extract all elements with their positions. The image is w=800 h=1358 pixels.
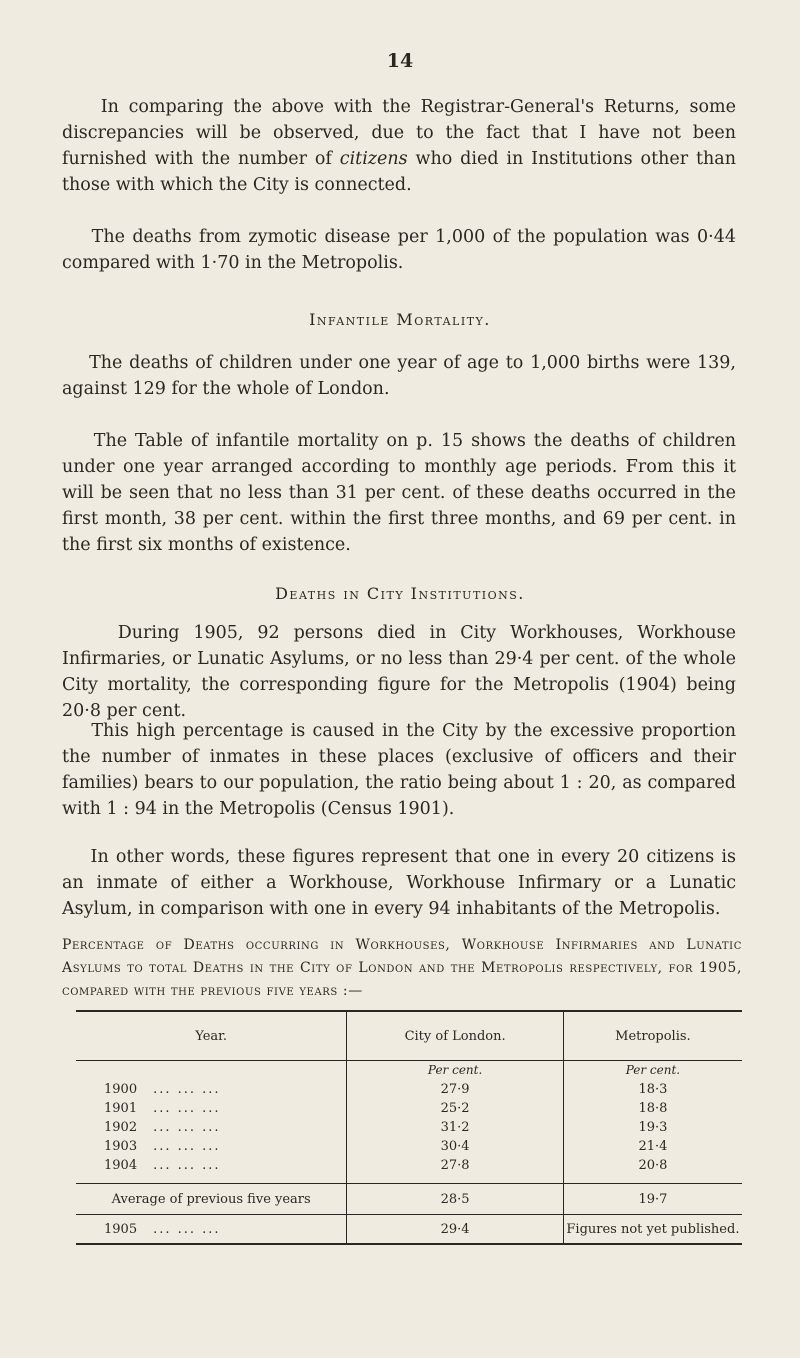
paragraph-infant-deaths-text: The deaths of children under one year of age to 1,000 births were 139, against 129 for the whole of London.: [62, 353, 736, 399]
leader-dots: ... ... ...: [153, 1139, 221, 1154]
row-city-value: 25·2: [347, 1099, 564, 1118]
paragraph-registrar-post: who died in Institutions other than those with which the City is connected.: [62, 149, 736, 195]
row-city-value: 27·8: [347, 1156, 564, 1175]
row-city-value: 31·2: [347, 1118, 564, 1137]
leader-dots: ... ... ...: [153, 1101, 221, 1116]
row-year: 1902: [104, 1120, 138, 1135]
paragraph-registrar-pre: In comparing the above with the Registrar-General's Returns, some discrepancies will be observed, due to the fact that I have not been furnished with the number of: [62, 97, 736, 169]
row-year: 1904: [104, 1158, 138, 1173]
current-metro-value: Figures not yet published.: [563, 1215, 742, 1245]
row-year: 1903: [104, 1139, 138, 1154]
paragraph-zymotic-text: The deaths from zymotic disease per 1,000 of the population was 0·44 compared with 1·70 in the Metropolis.: [62, 227, 736, 273]
header-city: City of London.: [347, 1011, 564, 1061]
paragraph-other-words-text: In other words, these figures represent that one in every 20 citizens is an inmate of either a Workhouse, Workhouse Infirmary or a Lunatic Asylum, in comparison with one in every 94 inhabitants of the Metropolis.: [62, 847, 736, 919]
paragraph-infant-deaths: [62, 350, 736, 402]
average-metro-value: 19·7: [563, 1184, 742, 1215]
row-metro-value: 20·8: [563, 1156, 742, 1175]
percentage-table: [76, 1010, 742, 1245]
current-city-value: 29·4: [347, 1215, 564, 1245]
average-row: [76, 1184, 742, 1215]
row-metro-value: 18·8: [563, 1099, 742, 1118]
current-year-row: [76, 1215, 742, 1245]
row-metro-value: 18·3: [563, 1080, 742, 1099]
table-caption: Percentage of Deaths occurring in Workhouses, Workhouse Infirmaries and Lunatic Asylums to total Deaths in the City of London and the Metropolis respectively, for 1905, compared with the previous five years :—: [62, 937, 742, 999]
row-city-value: 27·9: [347, 1080, 564, 1099]
row-year: 1901: [104, 1101, 138, 1116]
unit-row: [76, 1061, 742, 1081]
paragraph-infant-table: [62, 428, 736, 558]
emphasis-citizens: citizens: [339, 149, 408, 169]
header-year: Year.: [76, 1011, 347, 1061]
leader-dots: ... ... ...: [153, 1082, 221, 1097]
current-year: 1905: [104, 1221, 138, 1237]
paragraph-registrar: [62, 94, 736, 198]
table-row: [76, 1099, 742, 1118]
table-header-row: [76, 1011, 742, 1061]
paragraph-high-percentage-text: This high percentage is caused in the City by the excessive proportion the number of inmates in these places (exclusive of officers and their families) bears to our population, the ratio being about 1 : 20, as compared with 1 : 94 in the Metropolis (Census 1901).: [62, 721, 736, 819]
paragraph-other-words: [62, 844, 736, 922]
heading-infantile-mortality: Infantile Mortality.: [309, 310, 491, 329]
leader-dots: ... ... ...: [153, 1120, 221, 1135]
paragraph-high-percentage: [62, 718, 736, 822]
average-city-value: 28·5: [347, 1184, 564, 1215]
average-label: Average of previous five years: [76, 1184, 347, 1215]
unit-label-city: Per cent.: [427, 1063, 483, 1077]
paragraph-deaths-1905-text: During 1905, 92 persons died in City Workhouses, Workhouse Infirmaries, or Lunatic Asylums, or no less than 29·4 per cent. of the whole City mortality, the corresponding figure for the Metropolis (1904) being 20·8 per cent.: [62, 623, 736, 721]
leader-dots: ... ... ...: [153, 1158, 221, 1173]
table-row: [76, 1156, 742, 1175]
table-row: [76, 1137, 742, 1156]
table-row: [76, 1080, 742, 1099]
header-metropolis: Metropolis.: [563, 1011, 742, 1061]
heading-city-institutions: Deaths in City Institutions.: [275, 584, 525, 603]
row-metro-value: 19·3: [563, 1118, 742, 1137]
row-year: 1900: [104, 1082, 138, 1097]
paragraph-deaths-1905: [62, 620, 736, 724]
leader-dots: ... ... ...: [153, 1221, 221, 1237]
row-city-value: 30·4: [347, 1137, 564, 1156]
table-row: [76, 1118, 742, 1137]
page-number: 14: [386, 50, 414, 72]
paragraph-infant-table-text: The Table of infantile mortality on p. 15 shows the deaths of children under one year arranged according to monthly age periods. From this it will be seen that no less than 31 per cent. of these deaths occurred in the first month, 38 per cent. within the first three months, and 69 per cent. in the first six months of existence.: [62, 431, 736, 555]
paragraph-zymotic: [62, 224, 736, 276]
unit-label-metro: Per cent.: [625, 1063, 681, 1077]
row-metro-value: 21·4: [563, 1137, 742, 1156]
